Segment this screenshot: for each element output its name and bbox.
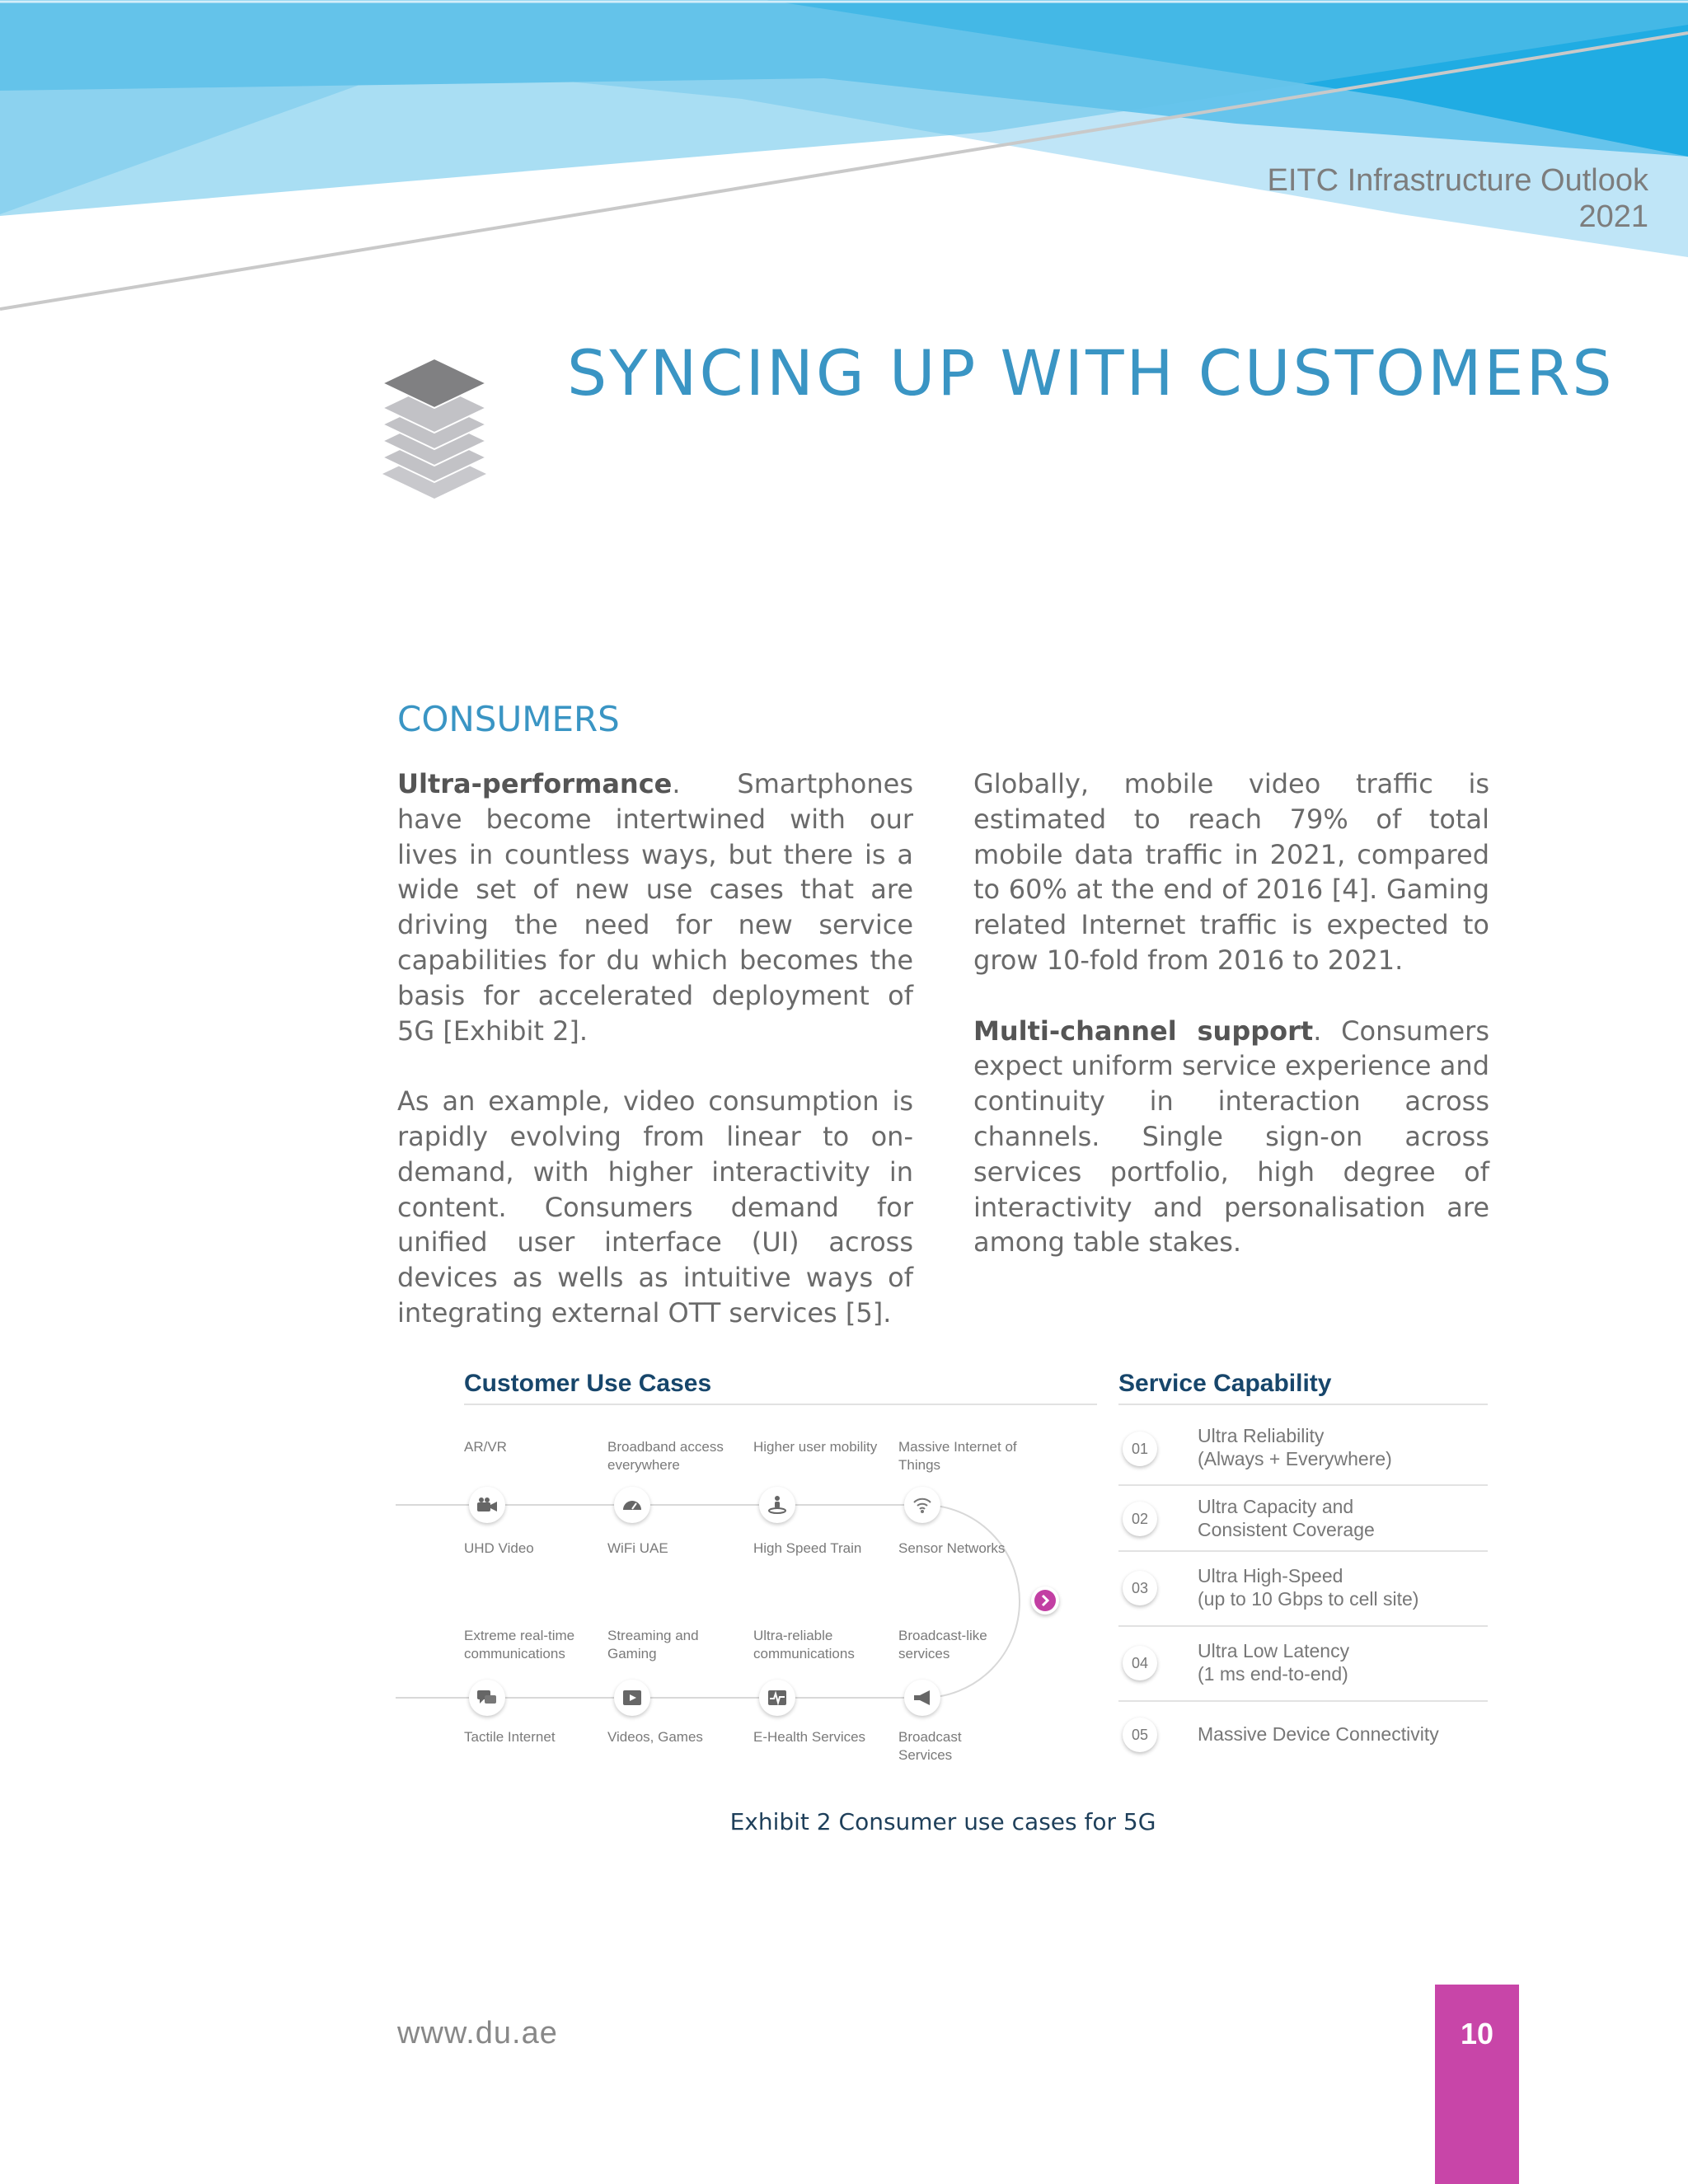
use-cases-heading: Customer Use Cases — [464, 1370, 712, 1397]
capability-number: 04 — [1123, 1646, 1157, 1680]
header-banner-graphic — [0, 0, 1688, 313]
use-case-top-label: Streaming and Gaming — [607, 1628, 699, 1661]
wifi-signal-icon — [904, 1487, 940, 1523]
use-case-bottom-label: E-Health Services — [753, 1729, 866, 1745]
capability-line: (1 ms end-to-end) — [1198, 1663, 1348, 1685]
capability-line: Consistent Coverage — [1198, 1519, 1375, 1540]
left-column — [397, 766, 913, 1366]
use-case-bottom-label: Videos, Games — [607, 1729, 703, 1745]
person-location-icon — [759, 1487, 795, 1523]
capability-line: (Always + Everywhere) — [1198, 1448, 1392, 1469]
use-case-top-label: Broadband access everywhere — [607, 1439, 724, 1473]
use-case-top-label: Massive Internet of Things — [898, 1439, 1017, 1473]
divider — [1118, 1404, 1488, 1405]
capability-item — [1198, 1722, 1527, 1746]
page-number: 10 — [1460, 2017, 1494, 2050]
use-case-top-label: AR/VR — [464, 1439, 507, 1455]
use-case-top-label: Broadcast-like services — [898, 1628, 987, 1661]
chevron-right-icon — [1031, 1586, 1059, 1615]
document-title: EITC Infrastructure Outlook — [1267, 163, 1648, 198]
capability-line: Ultra Capacity and — [1198, 1496, 1354, 1517]
capability-line: Ultra Reliability — [1198, 1425, 1325, 1446]
stacked-layers-icon — [381, 354, 488, 511]
divider — [1118, 1625, 1488, 1627]
capability-line: Massive Device Connectivity — [1198, 1723, 1439, 1745]
use-case-top-label: Extreme real-time communications — [464, 1628, 575, 1661]
divider — [464, 1404, 1097, 1405]
paragraph-ultra-performance — [397, 766, 913, 1048]
capability-item — [1198, 1424, 1470, 1470]
capability-item — [1198, 1495, 1470, 1541]
use-case-bottom-label: UHD Video — [464, 1540, 534, 1556]
footer-url[interactable]: www.du.ae — [397, 2016, 558, 2050]
capability-number: 01 — [1123, 1432, 1157, 1466]
bold-lead: Ultra-performance — [397, 768, 673, 799]
use-case-bottom-label: High Speed Train — [753, 1540, 862, 1556]
capability-number: 03 — [1123, 1571, 1157, 1605]
capability-line: Ultra Low Latency — [1198, 1640, 1350, 1661]
use-case-bottom-label: Broadcast Services — [898, 1729, 962, 1763]
section-heading: CONSUMERS — [397, 699, 620, 739]
divider — [1118, 1484, 1488, 1486]
capability-item — [1198, 1639, 1470, 1685]
divider — [1118, 1700, 1488, 1702]
capability-line: Ultra High-Speed — [1198, 1565, 1343, 1586]
capability-heading: Service Capability — [1118, 1370, 1332, 1397]
paragraph-multi-channel — [973, 1014, 1489, 1261]
heartbeat-monitor-icon — [759, 1680, 795, 1716]
paragraph-video-consumption: As an example, video consumption is rapidly evolving from linear to on-demand, with higher interactivity in content. Consumers demand for unified user interface (UI) across devices as wells as intuitive ways of integrating external OTT services [5]. — [397, 1085, 913, 1329]
use-case-bottom-label: Sensor Networks — [898, 1540, 1006, 1556]
play-screen-icon — [614, 1680, 650, 1716]
use-case-top-label: Ultra-reliable communications — [753, 1628, 855, 1661]
bold-lead: Multi-channel support — [973, 1015, 1314, 1047]
paragraph-text: . Consumers expect uniform service experience and continuity in interaction across channels. Single sign-on across services portfolio, high degree of interactivity and personalisation are among table stakes. — [973, 1015, 1489, 1258]
exhibit-caption: Exhibit 2 Consumer use cases for 5G — [729, 1808, 1156, 1835]
divider — [1118, 1550, 1488, 1552]
use-case-bottom-label: Tactile Internet — [464, 1729, 556, 1745]
paragraph-mobile-video: Globally, mobile video traffic is estimated to reach 79% of total mobile data traffic in 2021, compared to 60% at the end of 2016 [4]. Gaming related Internet traffic is expected to grow 10-fold from 2016 to 2021. — [973, 768, 1489, 976]
document-year: 2021 — [1578, 199, 1648, 234]
paragraph-text: . Smartphones have become intertwined with our lives in countless ways, but there is a wide set of new use cases that are driving the need for new service capabilities for du which becomes the basis for accelerated deployment of 5G [Exhibit 2]. — [397, 768, 913, 1047]
page-number-tab — [1435, 1985, 1519, 2184]
page-title: SYNCING UP WITH CUSTOMERS — [567, 336, 1615, 410]
capability-number: 02 — [1123, 1502, 1157, 1536]
use-case-top-label: Higher user mobility — [753, 1439, 878, 1455]
speedometer-icon — [614, 1487, 650, 1523]
capability-line: (up to 10 Gbps to cell site) — [1198, 1588, 1419, 1610]
capability-item — [1198, 1564, 1470, 1610]
megaphone-icon — [904, 1680, 940, 1716]
right-column — [973, 766, 1489, 1296]
capability-number: 05 — [1123, 1718, 1157, 1752]
use-case-bottom-label: WiFi UAE — [607, 1540, 668, 1556]
video-camera-icon — [469, 1487, 505, 1523]
chat-bubbles-icon — [469, 1680, 505, 1716]
